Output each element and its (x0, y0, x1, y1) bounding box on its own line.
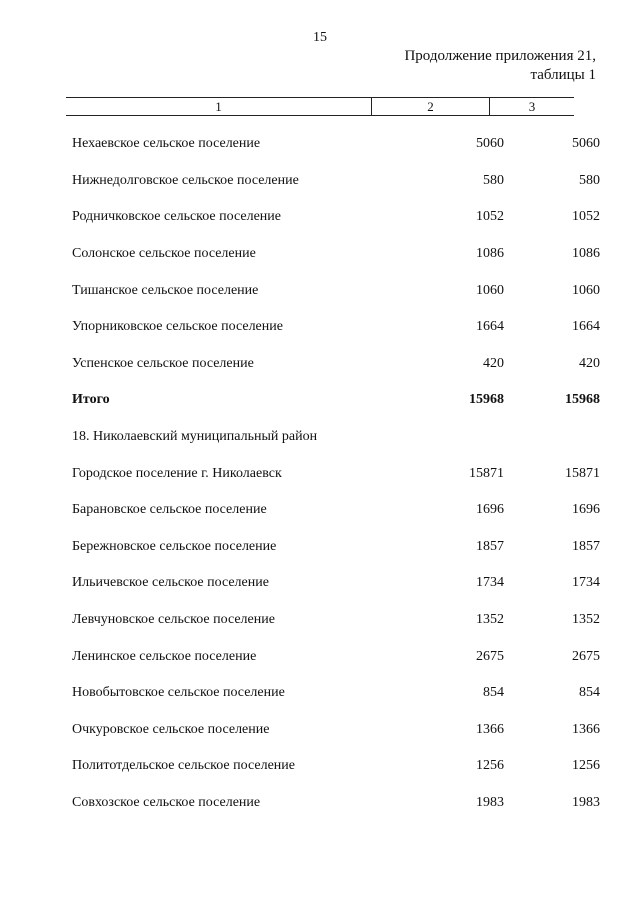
row-value-col3: 1857 (572, 538, 600, 554)
row-name: Ленинское сельское поселение (72, 648, 257, 664)
table-row (0, 199, 640, 236)
row-value-col2: 1664 (476, 319, 504, 335)
row-value-col3: 580 (579, 172, 600, 188)
row-value-col2: 1086 (476, 246, 504, 262)
table-row (0, 748, 640, 785)
row-value-col3: 15871 (565, 465, 600, 481)
row-name: Родничковское сельское поселение (72, 209, 281, 225)
table-row (0, 529, 640, 566)
caption-line-2: таблицы 1 (530, 67, 596, 83)
row-name: Тишанское сельское поселение (72, 282, 259, 298)
page-number: 15 (313, 30, 327, 45)
row-value-col2: 1857 (476, 538, 504, 554)
table-row (0, 309, 640, 346)
row-value-col2: 1366 (476, 721, 504, 737)
row-value-col2: 854 (483, 685, 504, 701)
row-name: Совхозское сельское поселение (72, 794, 261, 810)
row-name: Барановское сельское поселение (72, 502, 267, 518)
row-value-col2: 15968 (469, 392, 504, 408)
row-value-col3: 15968 (565, 392, 600, 408)
row-name: Левчуновское сельское поселение (72, 612, 275, 628)
row-value-col2: 15871 (469, 465, 504, 481)
row-value-col3: 1352 (572, 612, 600, 628)
row-name: Ильичевское сельское поселение (72, 575, 269, 591)
row-value-col3: 2675 (572, 648, 600, 664)
caption-line-1: Продолжение приложения 21, (404, 48, 596, 64)
row-value-col2: 580 (483, 172, 504, 188)
row-value-col2: 420 (483, 355, 504, 371)
table-body (0, 126, 640, 821)
row-value-col2: 1734 (476, 575, 504, 591)
row-name: Упорниковское сельское поселение (72, 319, 283, 335)
table-row (0, 455, 640, 492)
table-row (0, 712, 640, 749)
table-row (0, 163, 640, 200)
row-value-col3: 1734 (572, 575, 600, 591)
table-row (0, 346, 640, 383)
row-value-col2: 1983 (476, 794, 504, 810)
row-name: Новобытовское сельское поселение (72, 685, 285, 701)
row-name: Солонское сельское поселение (72, 246, 256, 262)
column-header-2: 2 (372, 98, 490, 116)
row-name: Политотдельское сельское поселение (72, 758, 295, 774)
row-value-col3: 1696 (572, 502, 600, 518)
row-name: Бережновское сельское поселение (72, 538, 277, 554)
table-row (0, 492, 640, 529)
row-value-col2: 1256 (476, 758, 504, 774)
row-value-col3: 854 (579, 685, 600, 701)
table-row (0, 236, 640, 273)
column-header-3: 3 (490, 98, 575, 116)
table-row (0, 785, 640, 822)
row-value-col3: 1664 (572, 319, 600, 335)
row-name: Успенское сельское поселение (72, 355, 254, 371)
row-name: Итого (72, 392, 110, 408)
row-name: Нижнедолговское сельское поселение (72, 172, 299, 188)
row-value-col3: 5060 (572, 136, 600, 152)
column-header-row (66, 97, 574, 116)
row-value-col3: 1060 (572, 282, 600, 298)
column-header-1: 1 (66, 98, 372, 116)
row-name: 18. Николаевский муниципальный район (72, 429, 318, 445)
row-value-col3: 1052 (572, 209, 600, 225)
row-value-col2: 1696 (476, 502, 504, 518)
section-heading-row (0, 419, 640, 456)
row-value-col2: 2675 (476, 648, 504, 664)
table-row (0, 126, 640, 163)
table-row (0, 675, 640, 712)
table-caption (404, 47, 596, 85)
row-value-col2: 5060 (476, 136, 504, 152)
row-value-col3: 1086 (572, 246, 600, 262)
row-name: Городское поселение г. Николаевск (72, 465, 282, 481)
table-row (0, 638, 640, 675)
row-value-col3: 420 (579, 355, 600, 371)
row-value-col3: 1983 (572, 794, 600, 810)
total-row (0, 382, 640, 419)
row-value-col3: 1366 (572, 721, 600, 737)
row-name: Нехаевское сельское поселение (72, 136, 261, 152)
row-value-col2: 1052 (476, 209, 504, 225)
table-row (0, 272, 640, 309)
table-row (0, 602, 640, 639)
table-row (0, 565, 640, 602)
row-value-col3: 1256 (572, 758, 600, 774)
row-value-col2: 1352 (476, 612, 504, 628)
row-value-col2: 1060 (476, 282, 504, 298)
row-name: Очкуровское сельское поселение (72, 721, 270, 737)
